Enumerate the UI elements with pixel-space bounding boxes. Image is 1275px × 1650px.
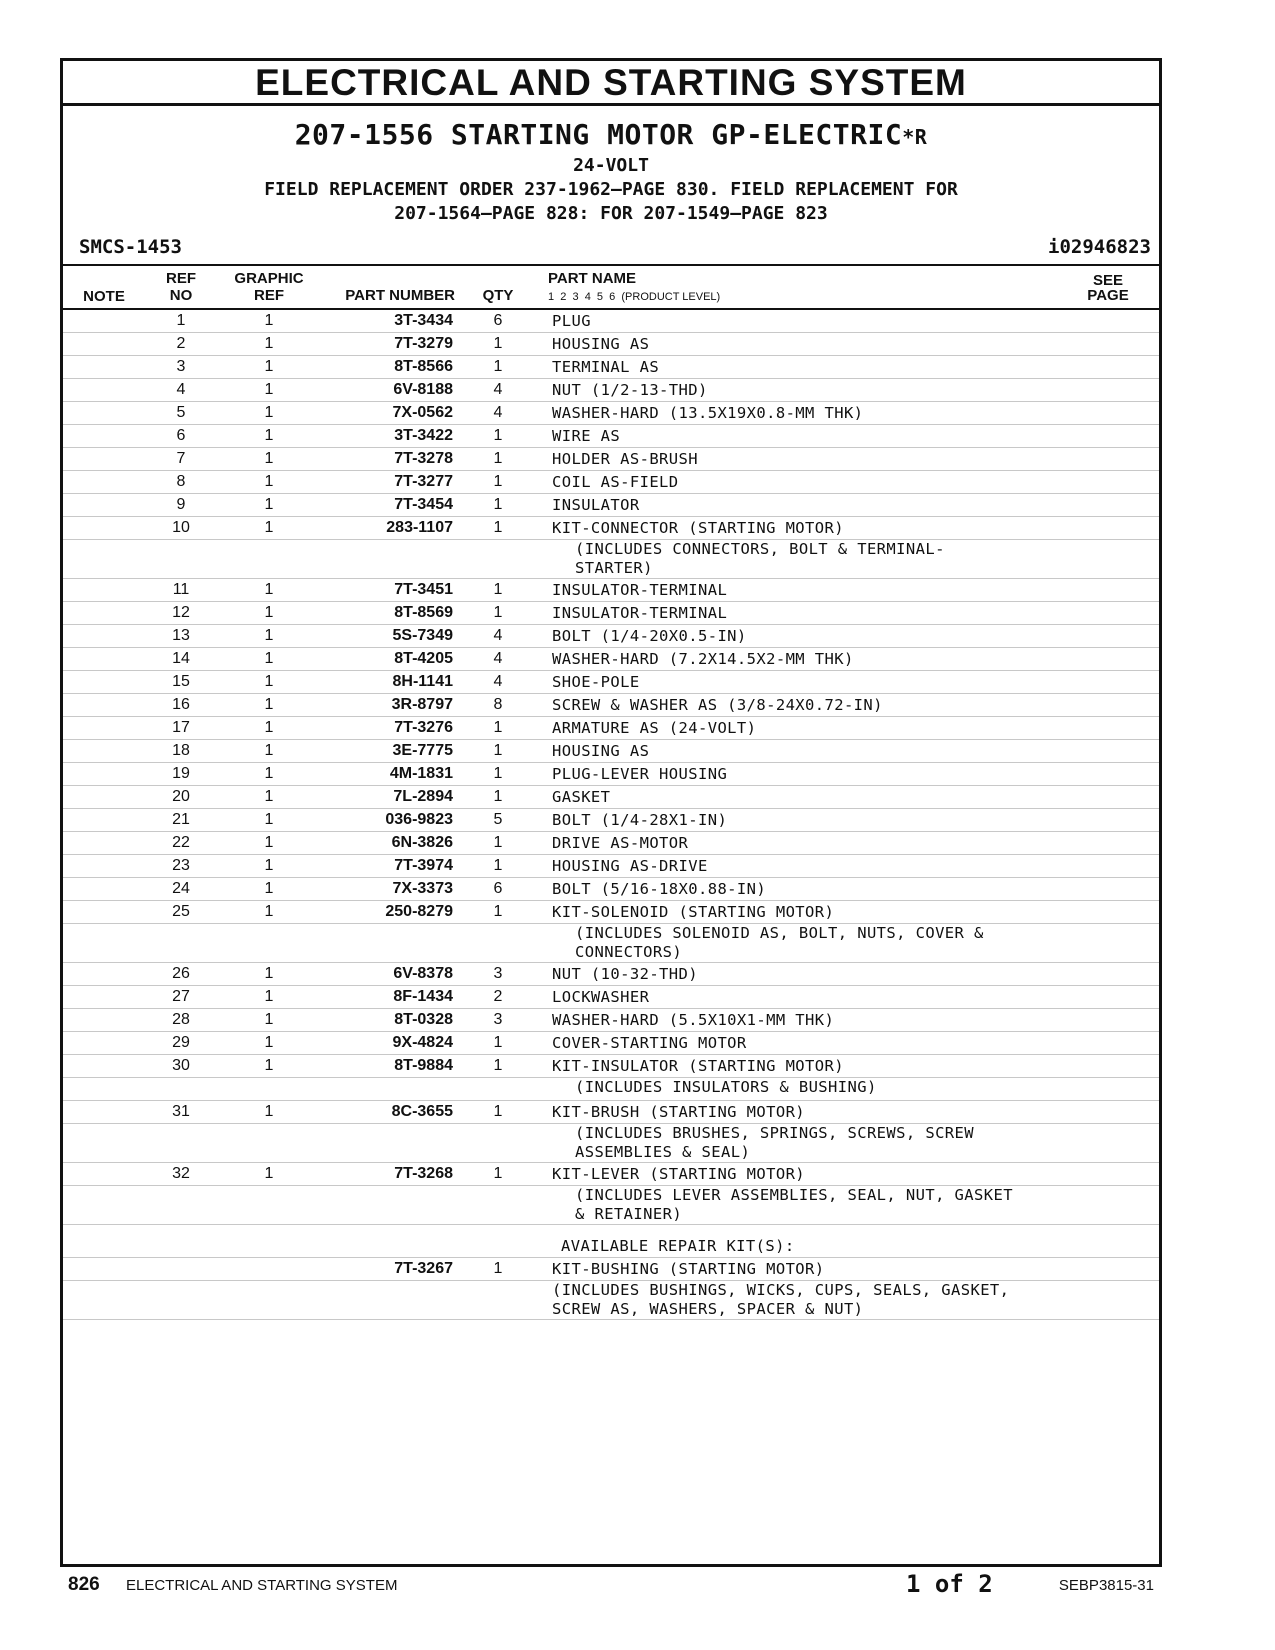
table-row-note — [63, 1124, 1159, 1163]
ref-no: 14 — [172, 650, 190, 667]
table-row-note — [63, 1186, 1159, 1225]
graphic-ref: 1 — [264, 857, 274, 874]
parts-list — [63, 310, 1159, 1320]
table-row-note — [63, 540, 1159, 579]
quantity: 1 — [493, 335, 503, 352]
ref-no: 8 — [176, 473, 186, 490]
part-number: 8T-8566 — [394, 358, 453, 375]
col-note: NOTE — [83, 288, 125, 305]
part-name: BOLT (1/4-20X0.5-IN) — [552, 627, 747, 645]
part-name: TERMINAL AS — [552, 358, 660, 376]
part-number: 7T-3267 — [394, 1260, 453, 1277]
quantity: 1 — [493, 1103, 503, 1120]
graphic-ref: 1 — [264, 312, 274, 329]
part-number: 8T-9884 — [394, 1057, 453, 1074]
part-note-line: (INCLUDES SOLENOID AS, BOLT, NUTS, COVER & — [575, 924, 984, 942]
part-name: HOUSING AS-DRIVE — [552, 857, 708, 875]
ref-no: 11 — [172, 581, 190, 598]
part-number: 7T-3451 — [394, 581, 453, 598]
quantity: 1 — [493, 427, 503, 444]
ref-no: 16 — [172, 696, 190, 713]
table-row — [63, 448, 1159, 471]
part-number: 6N-3826 — [391, 834, 453, 851]
voltage-line: 24-VOLT — [573, 155, 649, 176]
part-number: 7X-3373 — [392, 880, 453, 897]
quantity: 1 — [493, 834, 503, 851]
part-number: 7T-3277 — [394, 473, 453, 490]
quantity: 1 — [493, 1260, 503, 1277]
smcs-code: SMCS-1453 — [79, 236, 182, 258]
part-number: 8T-4205 — [394, 650, 453, 667]
ref-no: 26 — [172, 965, 190, 982]
graphic-ref: 1 — [264, 788, 274, 805]
graphic-ref: 1 — [264, 696, 274, 713]
quantity: 2 — [493, 988, 503, 1005]
ref-no: 25 — [172, 903, 190, 920]
quantity: 4 — [493, 381, 503, 398]
replacement-note-line-2: 207-1564—PAGE 828: FOR 207-1549—PAGE 823 — [394, 203, 828, 224]
part-name: INSULATOR — [552, 496, 640, 514]
ref-no: 21 — [172, 811, 190, 828]
replacement-note-line-1: FIELD REPLACEMENT ORDER 237-1962—PAGE 830. FIELD REPLACEMENT FOR — [264, 179, 958, 200]
graphic-ref: 1 — [264, 811, 274, 828]
col-part-name: PART NAME — [548, 270, 637, 287]
part-name: KIT-LEVER (STARTING MOTOR) — [552, 1165, 806, 1183]
table-row — [63, 425, 1159, 448]
part-name: HOUSING AS — [552, 335, 650, 353]
table-row — [63, 878, 1159, 901]
ref-no: 7 — [176, 450, 186, 467]
quantity: 1 — [493, 496, 503, 513]
quantity: 1 — [493, 742, 503, 759]
quantity: 1 — [493, 1165, 503, 1182]
graphic-ref: 1 — [264, 880, 274, 897]
table-row — [63, 602, 1159, 625]
quantity: 8 — [493, 696, 503, 713]
part-name: WASHER-HARD (7.2X14.5X2-MM THK) — [552, 650, 854, 668]
ref-no: 10 — [172, 519, 190, 536]
ref-no: 23 — [172, 857, 190, 874]
part-name: KIT-CONNECTOR (STARTING MOTOR) — [552, 519, 844, 537]
column-headers — [63, 266, 1159, 310]
col-graphic-bottom: REF — [254, 287, 284, 304]
quantity: 4 — [493, 627, 503, 644]
part-number: 8T-8569 — [394, 604, 453, 621]
table-row — [63, 809, 1159, 832]
ref-no: 30 — [172, 1057, 190, 1074]
part-number: 3R-8797 — [391, 696, 453, 713]
part-number: 5S-7349 — [392, 627, 453, 644]
ref-no: 31 — [172, 1103, 190, 1120]
table-row — [63, 832, 1159, 855]
part-number: 6V-8188 — [393, 381, 453, 398]
table-row — [63, 740, 1159, 763]
ref-no: 22 — [172, 834, 190, 851]
part-name: BOLT (5/16-18X0.88-IN) — [552, 880, 767, 898]
quantity: 4 — [493, 650, 503, 667]
graphic-ref: 1 — [264, 450, 274, 467]
graphic-ref: 1 — [264, 903, 274, 920]
part-name: COVER-STARTING MOTOR — [552, 1034, 747, 1052]
page-frame — [60, 58, 1162, 1567]
ref-no: 19 — [172, 765, 190, 782]
part-number: 283-1107 — [386, 519, 453, 536]
part-number: 250-8279 — [385, 903, 453, 920]
part-note-line: SCREW AS, WASHERS, SPACER & NUT) — [552, 1300, 864, 1318]
part-number: 036-9823 — [385, 811, 453, 828]
quantity: 1 — [493, 450, 503, 467]
part-name: WIRE AS — [552, 427, 621, 445]
table-row — [63, 963, 1159, 986]
table-row-note — [63, 1281, 1159, 1320]
graphic-ref: 1 — [264, 765, 274, 782]
table-row — [63, 786, 1159, 809]
footer-page-of: 1 of 2 — [906, 1570, 993, 1598]
quantity: 1 — [493, 903, 503, 920]
quantity: 1 — [493, 519, 503, 536]
part-number: 7T-3279 — [394, 335, 453, 352]
part-name: KIT-BRUSH (STARTING MOTOR) — [552, 1103, 806, 1121]
part-number: 3E-7775 — [392, 742, 453, 759]
part-name: NUT (1/2-13-THD) — [552, 381, 708, 399]
ref-no: 2 — [176, 335, 186, 352]
quantity: 4 — [493, 673, 503, 690]
ref-no: 4 — [176, 381, 186, 398]
ref-no: 24 — [172, 880, 190, 897]
table-row — [63, 671, 1159, 694]
table-row — [63, 986, 1159, 1009]
part-number: 8T-0328 — [394, 1011, 453, 1028]
part-note-line: STARTER) — [575, 559, 653, 577]
illustration-id: i02946823 — [1048, 236, 1151, 258]
part-note-line: ASSEMBLIES & SEAL) — [575, 1143, 751, 1161]
part-number: 7L-2894 — [393, 788, 453, 805]
quantity: 1 — [493, 719, 503, 736]
quantity: 6 — [493, 880, 503, 897]
part-name: INSULATOR-TERMINAL — [552, 581, 728, 599]
part-number: 7T-3276 — [394, 719, 453, 736]
ref-no: 27 — [172, 988, 190, 1005]
col-see-top: SEE — [1092, 272, 1123, 289]
group-title-suffix: *R — [902, 125, 928, 149]
quantity: 1 — [493, 765, 503, 782]
quantity: 1 — [493, 1057, 503, 1074]
table-row — [63, 1009, 1159, 1032]
part-name: COIL AS-FIELD — [552, 473, 679, 491]
table-row — [63, 648, 1159, 671]
quantity: 5 — [493, 811, 503, 828]
part-number: 7X-0562 — [392, 404, 453, 421]
table-row — [63, 310, 1159, 333]
table-row — [63, 333, 1159, 356]
quantity: 1 — [493, 604, 503, 621]
group-title — [63, 118, 1159, 154]
col-qty: QTY — [482, 287, 514, 304]
graphic-ref: 1 — [264, 719, 274, 736]
quantity: 1 — [493, 358, 503, 375]
part-note-line: (INCLUDES BUSHINGS, WICKS, CUPS, SEALS, GASKET, — [552, 1281, 1010, 1299]
part-number: 8C-3655 — [391, 1103, 453, 1120]
part-name: WASHER-HARD (13.5X19X0.8-MM THK) — [552, 404, 864, 422]
graphic-ref: 1 — [264, 519, 274, 536]
part-name: BOLT (1/4-28X1-IN) — [552, 811, 728, 829]
graphic-ref: 1 — [264, 1103, 274, 1120]
repair-kits-heading: AVAILABLE REPAIR KIT(S): — [63, 1235, 1159, 1258]
graphic-ref: 1 — [264, 988, 274, 1005]
col-see-bottom: PAGE — [1087, 287, 1129, 304]
col-part-number: PART NUMBER — [345, 287, 455, 304]
ref-no: 32 — [172, 1165, 190, 1182]
part-name: PLUG — [552, 312, 591, 330]
quantity: 1 — [493, 581, 503, 598]
part-name: SCREW & WASHER AS (3/8-24X0.72-IN) — [552, 696, 883, 714]
quantity: 1 — [493, 1034, 503, 1051]
quantity: 1 — [493, 473, 503, 490]
col-ref-bottom: NO — [169, 287, 193, 304]
table-row — [63, 625, 1159, 648]
part-number: 7T-3974 — [394, 857, 453, 874]
part-name: SHOE-POLE — [552, 673, 640, 691]
ref-no: 20 — [172, 788, 190, 805]
graphic-ref: 1 — [264, 427, 274, 444]
table-row — [63, 379, 1159, 402]
col-graphic-top: GRAPHIC — [234, 270, 304, 287]
part-name: HOUSING AS — [552, 742, 650, 760]
table-row — [63, 694, 1159, 717]
part-name: KIT-INSULATOR (STARTING MOTOR) — [552, 1057, 844, 1075]
part-name: DRIVE AS-MOTOR — [552, 834, 689, 852]
graphic-ref: 1 — [264, 965, 274, 982]
part-number: 9X-4824 — [392, 1034, 453, 1051]
ref-no: 6 — [176, 427, 186, 444]
part-note-line: (INCLUDES CONNECTORS, BOLT & TERMINAL- — [575, 540, 945, 558]
table-row — [63, 1101, 1159, 1124]
table-row — [63, 717, 1159, 740]
table-row — [63, 517, 1159, 540]
graphic-ref: 1 — [264, 1165, 274, 1182]
footer-page-number: 826 — [68, 1574, 100, 1595]
part-note-line: (INCLUDES INSULATORS & BUSHING) — [575, 1078, 877, 1096]
table-row-note — [63, 1078, 1159, 1101]
ref-no: 1 — [176, 312, 186, 329]
table-row — [63, 1055, 1159, 1078]
graphic-ref: 1 — [264, 604, 274, 621]
part-name: GASKET — [552, 788, 611, 806]
part-name: PLUG-LEVER HOUSING — [552, 765, 728, 783]
graphic-ref: 1 — [264, 335, 274, 352]
table-row — [63, 494, 1159, 517]
footer-section: ELECTRICAL AND STARTING SYSTEM — [126, 1577, 398, 1594]
footer-doc-id: SEBP3815-31 — [1058, 1577, 1154, 1594]
part-name: NUT (10-32-THD) — [552, 965, 698, 983]
quantity: 6 — [493, 312, 503, 329]
part-number: 3T-3422 — [394, 427, 453, 444]
graphic-ref: 1 — [264, 358, 274, 375]
graphic-ref: 1 — [264, 834, 274, 851]
part-number: 7T-3454 — [394, 496, 453, 513]
ref-no: 13 — [172, 627, 190, 644]
table-row — [63, 402, 1159, 425]
col-product-levels: 1 2 3 4 5 6 (PRODUCT LEVEL) — [548, 291, 721, 303]
graphic-ref: 1 — [264, 381, 274, 398]
ref-no: 9 — [176, 496, 186, 513]
part-note-line: CONNECTORS) — [575, 943, 683, 961]
part-note-line: (INCLUDES LEVER ASSEMBLIES, SEAL, NUT, GASKET — [575, 1186, 1013, 1204]
table-row — [63, 763, 1159, 786]
ref-no: 17 — [172, 719, 190, 736]
section-title: ELECTRICAL AND STARTING SYSTEM — [63, 61, 1159, 106]
part-note-line: & RETAINER) — [575, 1205, 683, 1223]
part-note-line: (INCLUDES BRUSHES, SPRINGS, SCREWS, SCREW — [575, 1124, 975, 1142]
graphic-ref: 1 — [264, 473, 274, 490]
table-row — [63, 579, 1159, 602]
graphic-ref: 1 — [264, 1034, 274, 1051]
ref-no: 12 — [172, 604, 190, 621]
part-name: KIT-BUSHING (STARTING MOTOR) — [552, 1260, 825, 1278]
spacer — [63, 1225, 1159, 1235]
part-number: 4M-1831 — [389, 765, 453, 782]
part-number: 8F-1434 — [393, 988, 453, 1005]
part-name: ARMATURE AS (24-VOLT) — [552, 719, 757, 737]
group-title-text: 207-1556 STARTING MOTOR GP-ELECTRIC — [294, 118, 903, 151]
ref-no: 5 — [176, 404, 186, 421]
ref-no: 28 — [172, 1011, 190, 1028]
part-number: 8H-1141 — [392, 673, 453, 690]
graphic-ref: 1 — [264, 627, 274, 644]
part-name: KIT-SOLENOID (STARTING MOTOR) — [552, 903, 835, 921]
graphic-ref: 1 — [264, 742, 274, 759]
page-footer — [60, 1570, 1162, 1600]
graphic-ref: 1 — [264, 496, 274, 513]
smcs-row — [63, 236, 1159, 266]
quantity: 1 — [493, 857, 503, 874]
part-number: 7T-3278 — [394, 450, 453, 467]
graphic-ref: 1 — [264, 1011, 274, 1028]
part-number: 6V-8378 — [393, 965, 453, 982]
graphic-ref: 1 — [264, 1057, 274, 1074]
part-name: HOLDER AS-BRUSH — [552, 450, 698, 468]
graphic-ref: 1 — [264, 581, 274, 598]
table-row — [63, 1032, 1159, 1055]
part-name: INSULATOR-TERMINAL — [552, 604, 728, 622]
ref-no: 18 — [172, 742, 190, 759]
quantity: 1 — [493, 788, 503, 805]
ref-no: 3 — [176, 358, 186, 375]
table-row — [63, 1258, 1159, 1281]
table-row-note — [63, 924, 1159, 963]
part-number: 7T-3268 — [394, 1165, 453, 1182]
graphic-ref: 1 — [264, 650, 274, 667]
quantity: 3 — [493, 965, 503, 982]
part-name: WASHER-HARD (5.5X10X1-MM THK) — [552, 1011, 835, 1029]
ref-no: 29 — [172, 1034, 190, 1051]
table-row — [63, 471, 1159, 494]
col-ref-top: REF — [166, 270, 196, 287]
graphic-ref: 1 — [264, 673, 274, 690]
quantity: 4 — [493, 404, 503, 421]
graphic-ref: 1 — [264, 404, 274, 421]
table-row — [63, 1163, 1159, 1186]
table-row — [63, 855, 1159, 878]
part-name: LOCKWASHER — [552, 988, 650, 1006]
table-row — [63, 901, 1159, 924]
part-number: 3T-3434 — [394, 312, 453, 329]
table-row — [63, 356, 1159, 379]
ref-no: 15 — [172, 673, 190, 690]
quantity: 3 — [493, 1011, 503, 1028]
